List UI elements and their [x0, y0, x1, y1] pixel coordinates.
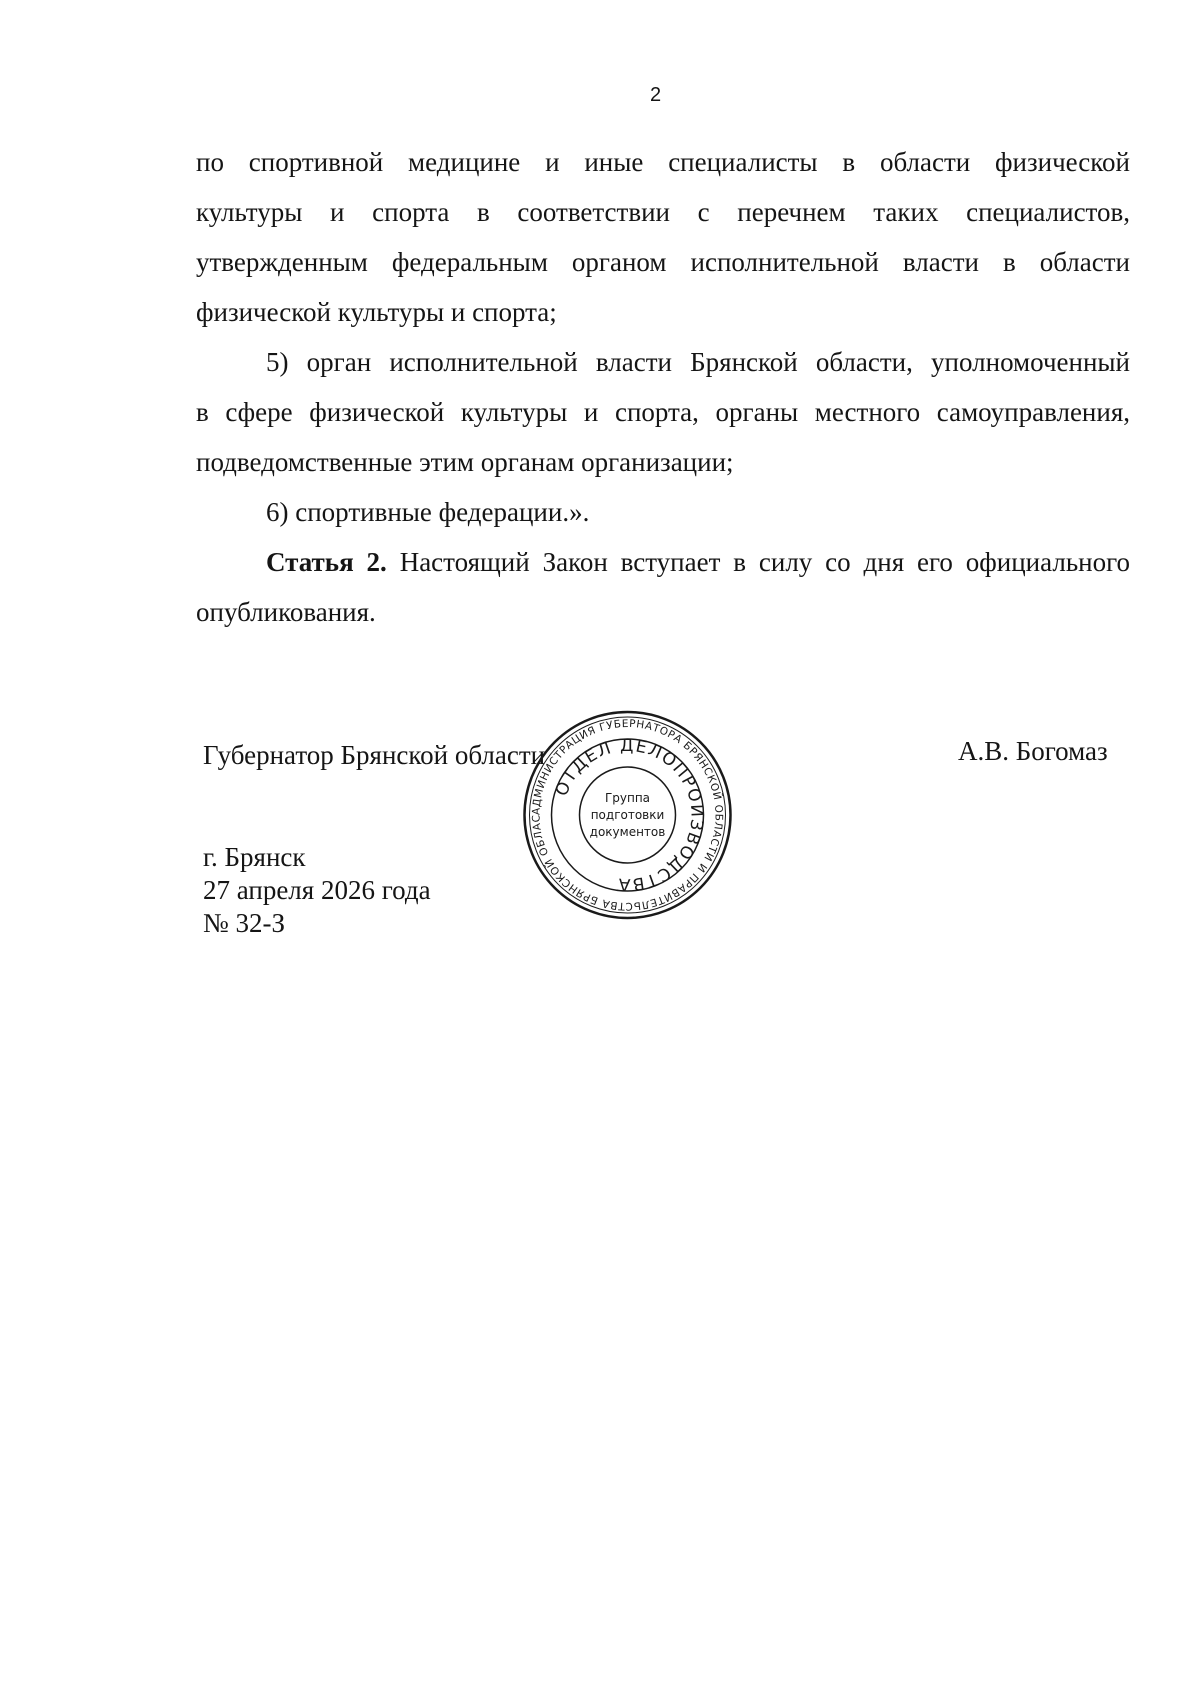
article-heading: Статья 2. [266, 547, 387, 577]
signatory-position: Губернатор Брянской области [203, 740, 546, 770]
seal-center-line: подготовки [590, 808, 665, 822]
text-line: 6) спортивные федерации.». [266, 497, 590, 527]
page-number: 2 [650, 84, 662, 106]
seal-center-line: документов [589, 825, 666, 839]
paragraph-item-6 [196, 487, 1130, 537]
document-body [196, 137, 1130, 637]
text-line [196, 537, 1130, 587]
seal-graphic [520, 705, 735, 925]
law-date: 27 апреля 2026 года [203, 875, 431, 905]
place-date-number [203, 841, 431, 940]
seal-inner-text: ОТДЕЛ ДЕЛОПРОИЗВОДСТВА [551, 735, 707, 895]
article-text: Настоящий Закон вступает в силу со дня его официального [386, 547, 1130, 577]
seal-outer-text: АДМИНИСТРАЦИЯ ГУБЕРНАТОРА БРЯНСКОЙ ОБЛАСТИ И ПРАВИТЕЛЬСТВА БРЯНСКОЙ ОБЛАС [530, 717, 725, 913]
official-seal [520, 705, 735, 925]
seal-center-line: Группа [604, 791, 651, 805]
paragraph-article-2 [196, 537, 1130, 637]
text-line: по спортивной медицине и иные специалисты в области физической [196, 147, 1130, 177]
law-number: № 32-З [203, 908, 286, 938]
text-line: опубликования. [196, 597, 376, 627]
city: г. Брянск [203, 842, 306, 872]
text-line: физической культуры и спорта; [196, 297, 557, 327]
paragraph-continuation [196, 137, 1130, 337]
paragraph-item-5 [196, 337, 1130, 487]
text-line: утвержденным федеральным органом исполнительной власти в области [196, 247, 1130, 277]
text-line: 5) орган исполнительной власти Брянской области, уполномоченный [266, 347, 1130, 377]
text-line: в сфере физической культуры и спорта, органы местного самоуправления, [196, 397, 1130, 427]
text-line: культуры и спорта в соответствии с перечнем таких специалистов, [196, 197, 1130, 227]
signatory-name: А.В. Богомаз [958, 736, 1108, 766]
text-line: подведомственные этим органам организации; [196, 447, 734, 477]
